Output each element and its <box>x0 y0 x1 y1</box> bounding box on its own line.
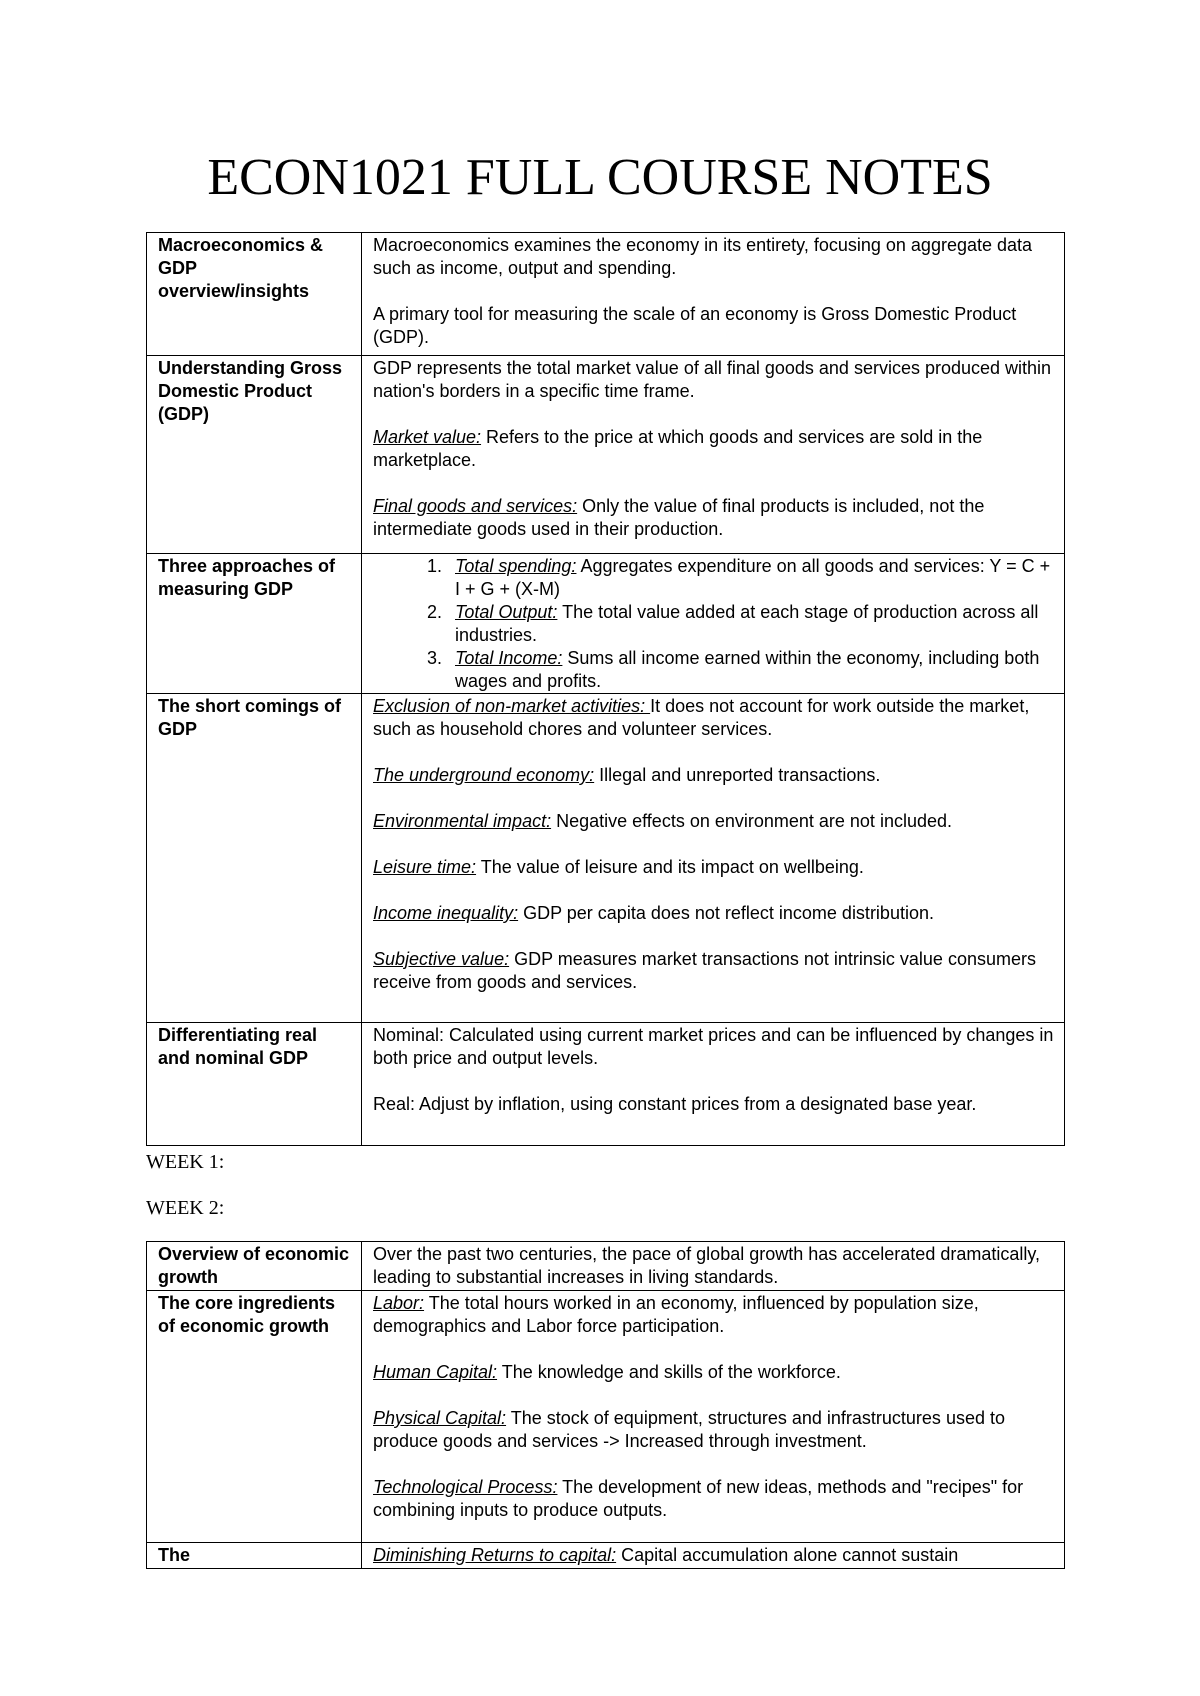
week1-heading: WEEK 1: <box>146 1151 225 1173</box>
paragraph <box>373 1243 1054 1289</box>
paragraph-text: The development of new ideas, methods and "recipes" for combining inputs to produce outputs. <box>373 1477 1024 1520</box>
term-label: Labor: <box>373 1293 425 1313</box>
paragraph <box>373 426 1054 472</box>
week2-notes-table <box>146 1241 1065 1569</box>
paragraph <box>373 1093 1054 1116</box>
term-label: Subjective value: <box>373 949 510 969</box>
table-row <box>147 1242 1065 1291</box>
paragraph <box>373 856 1054 879</box>
paragraph <box>373 1544 1054 1567</box>
term-label: Human Capital: <box>373 1362 498 1382</box>
topic-label: Macroeconomics & GDP overview/insights <box>158 235 324 301</box>
topic-label: The core ingredients of economic growth <box>158 1293 336 1336</box>
term-label: Technological Process: <box>373 1477 558 1497</box>
week2-heading: WEEK 2: <box>146 1197 225 1219</box>
paragraph-text: Illegal and unreported transactions. <box>594 765 881 785</box>
paragraph-text: Capital accumulation alone cannot sustain <box>616 1545 959 1565</box>
topic-label: Overview of economic growth <box>158 1244 350 1287</box>
term-label: Exclusion of non-market activities: <box>373 696 651 716</box>
term-label: Total spending: <box>455 556 577 576</box>
list-item-text: The total value added at each stage of production across all industries. <box>455 602 1039 645</box>
term-label: Final goods and services: <box>373 496 578 516</box>
paragraph <box>373 1361 1054 1384</box>
term-label: Total Income: <box>455 648 563 668</box>
term-label: Income inequality: <box>373 903 519 923</box>
content-cell <box>362 1242 1065 1291</box>
paragraph-text: GDP represents the total market value of all final goods and services produced within nation's borders in a specific time frame. <box>373 358 1052 401</box>
content-cell <box>362 356 1065 554</box>
paragraph <box>373 357 1054 403</box>
paragraph <box>373 948 1054 994</box>
table-row <box>147 1291 1065 1543</box>
topic-label: Understanding Gross Domestic Product (GDP) <box>158 358 343 424</box>
table-row <box>147 694 1065 1023</box>
term-label: The underground economy: <box>373 765 595 785</box>
paragraph-text: The knowledge and skills of the workforce. <box>497 1362 841 1382</box>
paragraph-text: GDP per capita does not reflect income distribution. <box>518 903 934 923</box>
paragraph-text: The value of leisure and its impact on wellbeing. <box>476 857 864 877</box>
topic-label: The short comings of GDP <box>158 696 342 739</box>
topic-cell <box>147 554 362 694</box>
term-label: Leisure time: <box>373 857 477 877</box>
topic-label: Three approaches of measuring GDP <box>158 556 336 599</box>
topic-cell <box>147 233 362 356</box>
content-cell <box>362 1543 1065 1569</box>
paragraph-text: The total hours worked in an economy, influenced by population size, demographics and Labor force participation. <box>373 1293 979 1336</box>
paragraph <box>373 764 1054 787</box>
paragraph-text: Macroeconomics examines the economy in its entirety, focusing on aggregate data such as income, output and spending. <box>373 235 1033 278</box>
paragraph <box>373 695 1054 741</box>
list-item-text: Sums all income earned within the economy, including both wages and profits. <box>455 648 1040 691</box>
paragraph-text: Only the value of final products is included, not the intermediate goods used in their production. <box>373 496 985 539</box>
paragraph-text: Real: Adjust by inflation, using constant prices from a designated base year. <box>373 1094 977 1114</box>
list-item <box>447 555 1054 601</box>
topic-label: The <box>158 1545 191 1565</box>
list-item <box>447 647 1054 693</box>
topic-cell <box>147 1023 362 1146</box>
paragraph-text: Refers to the price at which goods and services are sold in the marketplace. <box>373 427 983 470</box>
table-row <box>147 233 1065 356</box>
paragraph <box>373 1476 1054 1522</box>
paragraph-text: The stock of equipment, structures and infrastructures used to produce goods and services -> Increased through investment. <box>373 1408 1005 1451</box>
topic-cell <box>147 1242 362 1291</box>
paragraph-text: A primary tool for measuring the scale of an economy is Gross Domestic Product (GDP). <box>373 304 1017 347</box>
topic-cell <box>147 1543 362 1569</box>
numbered-list <box>373 555 1054 693</box>
content-cell <box>362 1291 1065 1543</box>
list-item-text: Aggregates expenditure on all goods and services: Y = C + I + G + (X-M) <box>455 556 1051 599</box>
term-label: Environmental impact: <box>373 811 552 831</box>
table-row <box>147 554 1065 694</box>
content-cell <box>362 1023 1065 1146</box>
page-title: ECON1021 FULL COURSE NOTES <box>207 149 993 206</box>
topic-cell <box>147 1291 362 1543</box>
paragraph <box>373 495 1054 541</box>
paragraph-text: Negative effects on environment are not included. <box>551 811 952 831</box>
paragraph-text: Over the past two centuries, the pace of global growth has accelerated dramatically, leading to substantial increases in living standards. <box>373 1244 1041 1287</box>
term-label: Total Output: <box>455 602 558 622</box>
paragraph <box>373 1024 1054 1070</box>
paragraph <box>373 303 1054 349</box>
week1-notes-table <box>146 232 1065 1146</box>
term-label: Diminishing Returns to capital: <box>373 1545 617 1565</box>
paragraph-text: GDP measures market transactions not intrinsic value consumers receive from goods and services. <box>373 949 1036 992</box>
term-label: Market value: <box>373 427 482 447</box>
content-cell <box>362 694 1065 1023</box>
paragraph-text: Nominal: Calculated using current market prices and can be influenced by changes in both price and output levels. <box>373 1025 1054 1068</box>
paragraph <box>373 1407 1054 1453</box>
table-row <box>147 356 1065 554</box>
paragraph <box>373 1292 1054 1338</box>
table-row <box>147 1023 1065 1146</box>
term-label: Physical Capital: <box>373 1408 507 1428</box>
paragraph <box>373 810 1054 833</box>
content-cell <box>362 554 1065 694</box>
paragraph <box>373 902 1054 925</box>
topic-label: Differentiating real and nominal GDP <box>158 1025 318 1068</box>
list-item <box>447 601 1054 647</box>
content-cell <box>362 233 1065 356</box>
table-row <box>147 1543 1065 1569</box>
paragraph <box>373 234 1054 280</box>
topic-cell <box>147 356 362 554</box>
topic-cell <box>147 694 362 1023</box>
paragraph-text: It does not account for work outside the market, such as household chores and volunteer services. <box>373 696 1030 739</box>
